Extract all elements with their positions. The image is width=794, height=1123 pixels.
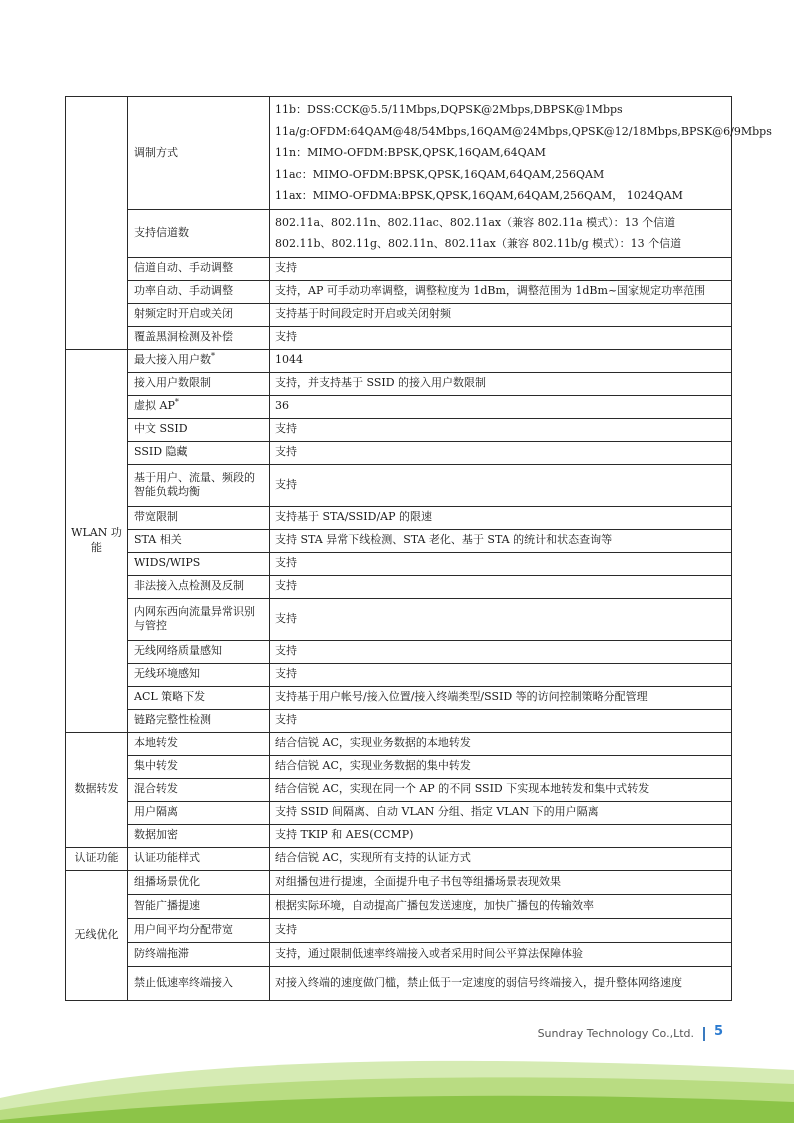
value-cell: 结合信锐 AC，实现业务数据的本地转发: [270, 732, 732, 755]
item-cell: 混合转发: [128, 778, 270, 801]
value-cell: 支持: [270, 441, 732, 464]
table-row: [66, 552, 732, 575]
value-line: 11a/g:OFDM:64QAM@48/54Mbps,16QAM@24Mbps,QPSK@12/18Mbps,BPSK@6/9Mbps: [275, 124, 772, 138]
value-cell: [270, 209, 732, 257]
value-cell: 对接入终端的速度做门槛，禁止低于一定速度的弱信号终端接入，提升整体网络速度: [270, 966, 732, 1000]
item-cell: 用户隔离: [128, 801, 270, 824]
item-cell: 无线网络质量感知: [128, 640, 270, 663]
value-cell: 支持: [270, 552, 732, 575]
green-wave-decoration: [0, 1040, 794, 1123]
item-label: 最大接入用户数: [134, 353, 211, 367]
item-cell: 内网东西向流量异常识别与管控: [128, 598, 270, 640]
footnote-mark: *: [211, 351, 215, 361]
item-cell: 防终端拖滞: [128, 942, 270, 966]
category-cell: 无线优化: [66, 870, 128, 1000]
value-cell: 支持: [270, 663, 732, 686]
table-row: [66, 529, 732, 552]
item-label: 虚拟 AP: [134, 399, 175, 413]
item-cell: 集中转发: [128, 755, 270, 778]
table-row: [66, 755, 732, 778]
footnote-mark: *: [174, 397, 179, 407]
value-cell: 支持 SSID 间隔离、自动 VLAN 分组、指定 VLAN 下的用户隔离: [270, 801, 732, 824]
value-cell: 支持: [270, 326, 732, 349]
item-cell: [128, 395, 270, 418]
item-cell: 覆盖黑洞检测及补偿: [128, 326, 270, 349]
table-row: [66, 966, 732, 1000]
item-cell: 非法接入点检测及反制: [128, 575, 270, 598]
table-row: [66, 640, 732, 663]
table-row: [66, 709, 732, 732]
value-cell: 支持: [270, 918, 732, 942]
item-cell: 无线环境感知: [128, 663, 270, 686]
value-cell: 对组播包进行提速，全面提升电子书包等组播场景表现效果: [270, 870, 732, 894]
item-cell: 信道自动、手动调整: [128, 257, 270, 280]
table-row: [66, 918, 732, 942]
value-cell: 支持 STA 异常下线检测、STA 老化、基于 STA 的统计和状态查询等: [270, 529, 732, 552]
value-cell: 支持: [270, 418, 732, 441]
value-line: 802.11b、802.11g、802.11n、802.11ax（兼容 802.11b/g 模式）：13 个信道: [275, 237, 682, 250]
table-row: [66, 280, 732, 303]
item-cell: 基于用户、流量、频段的智能负载均衡: [128, 464, 270, 506]
table-row: [66, 418, 732, 441]
table-row: [66, 349, 732, 372]
value-cell: 根据实际环境，自动提高广播包发送速度，加快广播包的传输效率: [270, 894, 732, 918]
item-cell: WIDS/WIPS: [128, 552, 270, 575]
value-cell: 支持，AP 可手动功率调整，调整粒度为 1dBm，调整范围为 1dBm~国家规定功率范围: [270, 280, 732, 303]
value-cell: 结合信锐 AC，实现所有支持的认证方式: [270, 847, 732, 870]
item-cell: 本地转发: [128, 732, 270, 755]
page-number: 5: [714, 1024, 724, 1039]
value-cell: 支持: [270, 464, 732, 506]
value-cell: 支持: [270, 709, 732, 732]
table-row: [66, 732, 732, 755]
item-cell: 链路完整性检测: [128, 709, 270, 732]
table-row: [66, 303, 732, 326]
item-cell: [128, 349, 270, 372]
table-row: [66, 395, 732, 418]
item-cell: ACL 策略下发: [128, 686, 270, 709]
table-row: [66, 598, 732, 640]
item-cell: 认证功能样式: [128, 847, 270, 870]
value-line: 11b：DSS:CCK@5.5/11Mbps,DQPSK@2Mbps,DBPSK@1Mbps: [275, 103, 623, 116]
value-cell: 支持，并支持基于 SSID 的接入用户数限制: [270, 372, 732, 395]
value-cell: 支持 TKIP 和 AES(CCMP): [270, 824, 732, 847]
table-row: [66, 326, 732, 349]
value-line: 11ac：MIMO-OFDM:BPSK,QPSK,16QAM,64QAM,256QAM: [275, 167, 605, 181]
item-cell: 禁止低速率终端接入: [128, 966, 270, 1000]
value-cell: 支持，通过限制低速率终端接入或者采用时间公平算法保障体验: [270, 942, 732, 966]
item-cell: 支持信道数: [128, 209, 270, 257]
table-row: [66, 257, 732, 280]
value-cell: 支持基于用户帐号/接入位置/接入终端类型/SSID 等的访问控制策略分配管理: [270, 686, 732, 709]
item-cell: 组播场景优化: [128, 870, 270, 894]
footer-divider: [703, 1027, 705, 1041]
value-cell: 结合信锐 AC，实现在同一个 AP 的不同 SSID 下实现本地转发和集中式转发: [270, 778, 732, 801]
value-line: 11ax：MIMO-OFDMA:BPSK,QPSK,16QAM,64QAM,256QAM， 1024QAM: [275, 189, 683, 202]
item-cell: 接入用户数限制: [128, 372, 270, 395]
table-row: [66, 97, 732, 210]
value-cell: 1044: [270, 349, 732, 372]
table-row: [66, 894, 732, 918]
table-row: [66, 870, 732, 894]
value-line: 11n：MIMO-OFDM:BPSK,QPSK,16QAM,64QAM: [275, 146, 546, 159]
item-cell: 射频定时开启或关闭: [128, 303, 270, 326]
item-cell: 用户间平均分配带宽: [128, 918, 270, 942]
item-cell: STA 相关: [128, 529, 270, 552]
category-cell: WLAN 功能: [66, 349, 128, 732]
table-row: [66, 824, 732, 847]
value-cell: 支持: [270, 257, 732, 280]
table-row: [66, 663, 732, 686]
item-cell: 带宽限制: [128, 506, 270, 529]
item-cell: SSID 隐藏: [128, 441, 270, 464]
table-row: [66, 942, 732, 966]
value-cell: 支持基于 STA/SSID/AP 的限速: [270, 506, 732, 529]
value-cell: 支持: [270, 640, 732, 663]
table-row: [66, 372, 732, 395]
footer-company-name: Sundray Technology Co.,Ltd.: [537, 1027, 694, 1040]
category-cell: 认证功能: [66, 847, 128, 870]
item-cell: 功率自动、手动调整: [128, 280, 270, 303]
category-cell: [66, 97, 128, 350]
item-cell: 中文 SSID: [128, 418, 270, 441]
table-row: [66, 209, 732, 257]
value-cell: 支持: [270, 575, 732, 598]
spec-table: [65, 96, 772, 1001]
value-cell: 36: [270, 395, 732, 418]
item-cell: 调制方式: [128, 97, 270, 210]
table-row: [66, 847, 732, 870]
item-cell: 智能广播提速: [128, 894, 270, 918]
value-cell: [270, 97, 772, 210]
table-row: [66, 778, 732, 801]
table-row: [66, 464, 732, 506]
value-cell: 支持基于时间段定时开启或关闭射频: [270, 303, 732, 326]
table-row: [66, 801, 732, 824]
table-row: [66, 441, 732, 464]
item-cell: 数据加密: [128, 824, 270, 847]
table-row: [66, 506, 732, 529]
value-line: 802.11a、802.11n、802.11ac、802.11ax（兼容 802.11a 模式）：13 个信道: [275, 215, 676, 229]
table-row: [66, 575, 732, 598]
value-cell: 支持: [270, 598, 732, 640]
category-cell: 数据转发: [66, 732, 128, 847]
table-row: [66, 686, 732, 709]
value-cell: 结合信锐 AC，实现业务数据的集中转发: [270, 755, 732, 778]
